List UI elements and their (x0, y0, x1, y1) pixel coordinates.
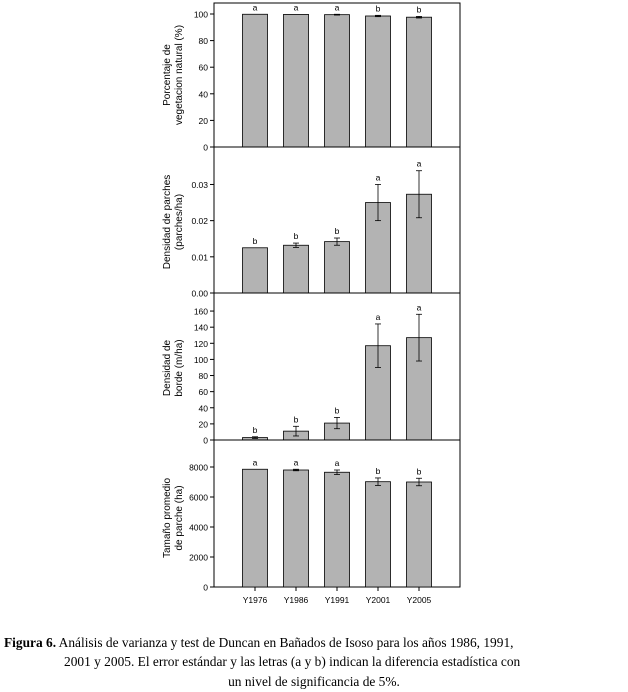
y-tick-label: 60 (198, 387, 208, 398)
bar-Y1991 (325, 15, 350, 147)
significance-letter: b (416, 4, 422, 15)
y-tick-label: 0.03 (191, 179, 208, 190)
bar-Y1991 (325, 472, 350, 587)
y-tick-label: 140 (193, 322, 208, 333)
y-axis-label (162, 175, 185, 270)
y-axis-label (162, 25, 185, 125)
y-axis-label-line: de parche (ha) (174, 485, 185, 551)
y-tick-label: 0 (203, 582, 208, 593)
bar-Y2005 (407, 482, 432, 587)
y-tick-label: 80 (198, 371, 208, 382)
significance-letter: a (334, 458, 340, 468)
caption-text-1: Análisis de varianza y test de Duncan en Bañados de Isoso para los años 1986, 1991, (56, 635, 514, 650)
significance-letter: b (252, 235, 258, 246)
y-tick-label: 8000 (189, 462, 208, 473)
figure-caption (0, 633, 628, 692)
bar-Y1986 (284, 470, 309, 587)
y-tick-label: 100 (193, 9, 208, 20)
bar-Y1976 (243, 248, 268, 293)
caption-label: Figura 6. (4, 635, 57, 650)
significance-letter: b (293, 231, 299, 242)
significance-letter: a (293, 2, 299, 13)
y-tick-label: 80 (198, 36, 208, 47)
y-tick-label: 20 (198, 419, 208, 430)
y-tick-label: 120 (193, 338, 208, 349)
caption-line-3: un nivel de significancia de 5%. (228, 674, 400, 689)
x-tick-label: Y1986 (283, 595, 309, 605)
y-axis-label (162, 478, 185, 558)
y-axis-label-line: vegetacion natural (%) (174, 24, 185, 126)
chart-panel-3 (162, 293, 460, 446)
y-tick-label: 40 (198, 89, 208, 100)
bar-Y1986 (284, 14, 309, 147)
chart-panel-4 (162, 440, 460, 605)
y-tick-label: 60 (198, 62, 208, 73)
y-tick-label: 4000 (189, 522, 208, 533)
chart-panel-2 (162, 147, 460, 299)
significance-letter: b (416, 466, 422, 477)
significance-letter: a (252, 457, 258, 468)
y-tick-label: 6000 (189, 492, 208, 503)
y-tick-label: 0 (203, 142, 208, 153)
caption-line-2: 2001 y 2005. El error estándar y las letras (a y b) indican la diferencia estadística con (64, 654, 521, 669)
significance-letter: a (416, 302, 422, 313)
bar-Y1986 (284, 245, 309, 293)
chart-panel-1 (162, 2, 460, 152)
significance-letter: a (375, 172, 381, 183)
caption-line-1 (4, 633, 513, 653)
y-axis-label-line: (parches/ha) (174, 193, 185, 251)
y-axis-label-line: Porcentaje de (162, 44, 173, 106)
y-tick-label: 0.02 (191, 216, 208, 227)
y-tick-label: 0.01 (191, 252, 208, 263)
significance-letter: a (334, 2, 340, 13)
significance-letter: b (334, 405, 340, 416)
significance-letter: a (375, 311, 381, 322)
y-axis-label-line: Tamaño promedio (162, 477, 173, 559)
significance-letter: a (416, 158, 422, 169)
y-tick-label: 0 (203, 435, 208, 446)
x-tick-label: Y2005 (406, 595, 432, 605)
bar-Y1991 (325, 242, 350, 293)
significance-letter: b (334, 226, 340, 237)
y-tick-label: 20 (198, 115, 208, 126)
bar-Y2001 (366, 482, 391, 587)
x-tick-label: Y1991 (324, 595, 350, 605)
bar-Y2005 (407, 17, 432, 147)
significance-letter: b (252, 424, 258, 435)
y-axis-label-line: Densidad de (162, 339, 173, 397)
y-tick-label: 2000 (189, 552, 208, 563)
y-tick-label: 0.00 (191, 288, 208, 299)
significance-letter: a (293, 457, 299, 468)
y-axis-label-line: Densidad de parches (162, 174, 173, 270)
significance-letter: b (375, 3, 381, 14)
significance-letter: b (293, 414, 299, 425)
x-tick-label: Y2001 (365, 595, 391, 605)
significance-letter: a (252, 2, 258, 13)
y-axis-label-line: borde (m/ha) (174, 339, 185, 397)
significance-letter: b (375, 465, 381, 476)
y-tick-label: 100 (193, 354, 208, 365)
bar-Y2001 (366, 16, 391, 147)
bar-Y1976 (243, 14, 268, 147)
y-tick-label: 160 (193, 306, 208, 317)
y-tick-label: 40 (198, 403, 208, 414)
bar-Y1976 (243, 469, 268, 587)
x-tick-label: Y1976 (242, 595, 268, 605)
y-axis-label (162, 339, 185, 396)
